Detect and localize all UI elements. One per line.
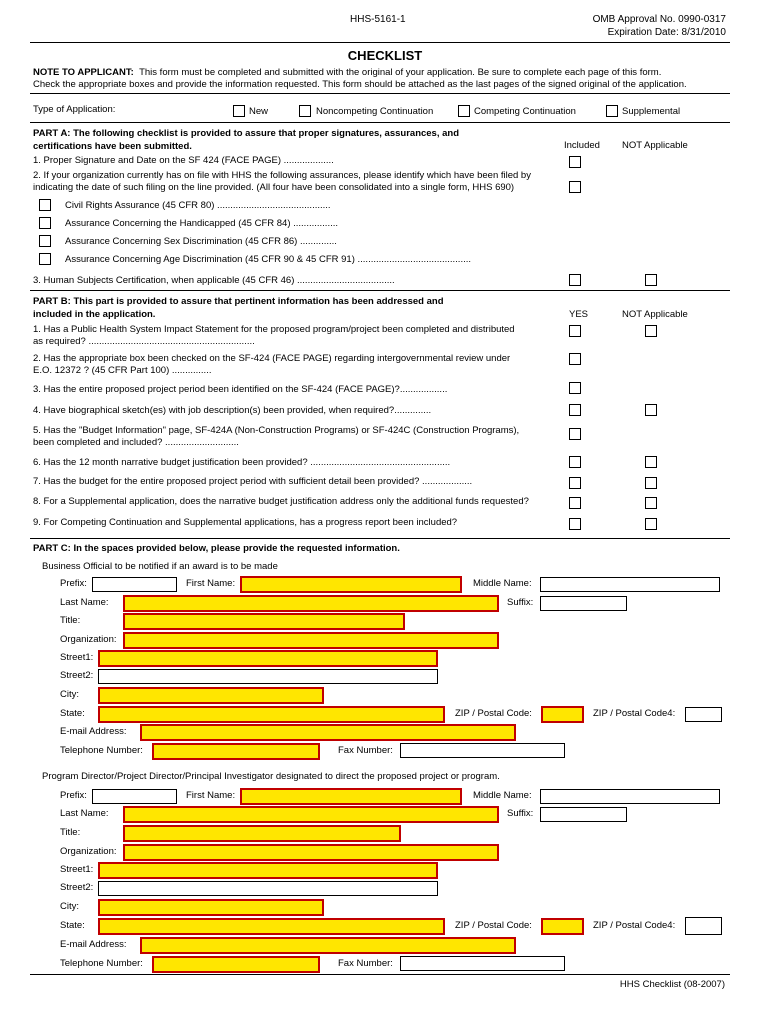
assurance-sex-discrimination: Assurance Concerning Sex Discrimination (45 CFR 86) .............. — [65, 236, 337, 247]
bo-state-input[interactable] — [98, 706, 445, 723]
bo-zip4-label: ZIP / Postal Code4: — [593, 708, 676, 719]
pd-prefix-label: Prefix: — [60, 790, 87, 801]
pd-suffix-label: Suffix: — [507, 808, 534, 819]
bo-city-label: City: — [60, 689, 79, 700]
bo-suffix-input[interactable] — [540, 596, 627, 611]
bo-prefix-label: Prefix: — [60, 578, 87, 589]
assurance-civil-rights: Civil Rights Assurance (45 CFR 80) ........................................... — [65, 200, 331, 211]
bo-zip-input[interactable] — [541, 706, 584, 723]
col-yes: YES — [569, 309, 589, 320]
bo-street1-input[interactable] — [98, 650, 438, 667]
bo-first-name-label: First Name: — [186, 578, 236, 589]
bo-fax-input[interactable] — [400, 743, 565, 758]
bo-phone-input[interactable] — [152, 743, 320, 760]
expiration-date: Expiration Date: 8/31/2010 — [607, 27, 726, 38]
app-type-competing-checkbox[interactable] — [458, 105, 470, 117]
part-b-q9-na-checkbox[interactable] — [645, 518, 657, 530]
pd-zip-input[interactable] — [541, 918, 584, 935]
part-b-q2-yes-checkbox[interactable] — [569, 353, 581, 365]
part-b-q2a: 2. Has the appropriate box been checked on the SF-424 (FACE PAGE) regarding intergovernmental review under — [33, 353, 511, 364]
bo-middle-name-label: Middle Name: — [473, 578, 532, 589]
part-b-q4-na-checkbox[interactable] — [645, 404, 657, 416]
part-b-q5b: been completed and included? ............................ — [33, 437, 239, 448]
part-b-q1-yes-checkbox[interactable] — [569, 325, 581, 337]
bo-title-label: Title: — [60, 615, 81, 626]
part-b-q6-yes-checkbox[interactable] — [569, 456, 581, 468]
assurance-sex-discrimination-checkbox[interactable] — [39, 235, 51, 247]
pd-title-label: Title: — [60, 827, 81, 838]
pd-middle-name-input[interactable] — [540, 789, 720, 804]
pd-prefix-input[interactable] — [92, 789, 177, 804]
assurance-civil-rights-checkbox[interactable] — [39, 199, 51, 211]
pd-zip-label: ZIP / Postal Code: — [455, 920, 532, 931]
pd-city-label: City: — [60, 901, 79, 912]
pd-last-name-input[interactable] — [123, 806, 499, 823]
part-b-q9-yes-checkbox[interactable] — [569, 518, 581, 530]
part-b-q4-yes-checkbox[interactable] — [569, 404, 581, 416]
part-a-item-3: 3. Human Subjects Certification, when applicable (45 CFR 46) ..................................... — [33, 275, 395, 286]
pd-organization-label: Organization: — [60, 846, 117, 857]
pd-middle-name-label: Middle Name: — [473, 790, 532, 801]
part-b-q8: 8. For a Supplemental application, does the narrative budget justification address only the additional funds requested? — [33, 496, 529, 507]
bo-phone-label: Telephone Number: — [60, 745, 143, 756]
bo-fax-label: Fax Number: — [338, 745, 393, 756]
app-type-noncompeting-label: Noncompeting Continuation — [316, 106, 434, 117]
bo-last-name-input[interactable] — [123, 595, 499, 612]
pd-phone-label: Telephone Number: — [60, 958, 143, 969]
pd-title-input[interactable] — [123, 825, 401, 842]
bo-prefix-input[interactable] — [92, 577, 177, 592]
pd-phone-input[interactable] — [152, 956, 320, 973]
part-a-heading-1: PART A: The following checklist is provided to assure that proper signatures, assurances, and — [33, 128, 460, 139]
bo-zip-label: ZIP / Postal Code: — [455, 708, 532, 719]
part-b-q7: 7. Has the budget for the entire proposed project period with sufficient detail been provided? ................... — [33, 476, 473, 487]
part-a-item-2b: indicating the date of such filing on the line provided. (All four have been consolidated into a single form, HHS 690) — [33, 182, 515, 193]
divider — [30, 538, 730, 539]
app-type-competing-label: Competing Continuation — [474, 106, 576, 117]
pd-organization-input[interactable] — [123, 844, 499, 861]
note-text-1: This form must be completed and submitted with the original of your application. Be sure to complete each page of this form. — [139, 67, 662, 78]
assurance-handicapped: Assurance Concerning the Handicapped (45 CFR 84) ................. — [65, 218, 338, 229]
part-b-q7-yes-checkbox[interactable] — [569, 477, 581, 489]
pd-fax-input[interactable] — [400, 956, 565, 971]
pd-street2-input[interactable] — [98, 881, 438, 896]
part-b-q2b: E.O. 12372 ? (45 CFR Part 100) ............... — [33, 365, 212, 376]
footer-form-id: HHS Checklist (08-2007) — [619, 979, 725, 990]
part-b-q9: 9. For Competing Continuation and Supplemental applications, has a progress report been included? — [33, 517, 458, 528]
part-a-heading-2: certifications have been submitted. — [33, 141, 192, 152]
pd-suffix-input[interactable] — [540, 807, 627, 822]
app-type-label: Type of Application: — [33, 104, 116, 115]
divider — [30, 290, 730, 291]
bo-zip4-input[interactable] — [685, 707, 722, 722]
bo-city-input[interactable] — [98, 687, 324, 704]
part-a-item-1: 1. Proper Signature and Date on the SF 424 (FACE PAGE) ................... — [33, 155, 334, 166]
bo-middle-name-input[interactable] — [540, 577, 720, 592]
page-title: CHECKLIST — [347, 48, 423, 63]
bo-last-name-label: Last Name: — [60, 597, 109, 608]
app-type-new-checkbox[interactable] — [233, 105, 245, 117]
app-type-supplemental-label: Supplemental — [622, 106, 681, 117]
pd-fax-label: Fax Number: — [338, 958, 393, 969]
omb-number: OMB Approval No. 0990-0317 — [592, 14, 726, 25]
part-b-q5-yes-checkbox[interactable] — [569, 428, 581, 440]
part-a-item-2-included-checkbox[interactable] — [569, 181, 581, 193]
part-b-q8-yes-checkbox[interactable] — [569, 497, 581, 509]
divider — [30, 42, 730, 43]
part-b-q6: 6. Has the 12 month narrative budget justification been provided? ..................................................... — [33, 457, 451, 468]
assurance-age-discrimination: Assurance Concerning Age Discrimination (45 CFR 90 & 45 CFR 91) ........................................... — [65, 254, 472, 265]
bo-title-input[interactable] — [123, 613, 405, 630]
part-c-heading: PART C: In the spaces provided below, please provide the requested information. — [33, 543, 400, 554]
pd-first-name-label: First Name: — [186, 790, 236, 801]
app-type-supplemental-checkbox[interactable] — [606, 105, 618, 117]
bo-street1-label: Street1: — [60, 652, 94, 663]
pd-zip4-label: ZIP / Postal Code4: — [593, 920, 676, 931]
app-type-noncompeting-checkbox[interactable] — [299, 105, 311, 117]
col-included: Included — [564, 140, 600, 151]
pd-city-input[interactable] — [98, 899, 324, 916]
pd-email-input[interactable] — [140, 937, 516, 954]
part-a-item-3-included-checkbox[interactable] — [569, 274, 581, 286]
note-line-1 — [33, 67, 661, 78]
part-a-item-1-included-checkbox[interactable] — [569, 156, 581, 168]
divider — [30, 974, 730, 975]
bo-organization-label: Organization: — [60, 634, 117, 645]
part-b-q1-na-checkbox[interactable] — [645, 325, 657, 337]
part-b-q3-yes-checkbox[interactable] — [569, 382, 581, 394]
bo-organization-input[interactable] — [123, 632, 499, 649]
pd-street1-input[interactable] — [98, 862, 438, 879]
note-label: NOTE TO APPLICANT: — [33, 67, 134, 78]
pd-zip4-input[interactable] — [685, 917, 722, 935]
pd-last-name-label: Last Name: — [60, 808, 109, 819]
part-b-q3: 3. Has the entire proposed project period been identified on the SF-424 (FACE PAGE)?.................. — [33, 384, 448, 395]
bo-state-label: State: — [60, 708, 85, 719]
part-b-q8-na-checkbox[interactable] — [645, 497, 657, 509]
pd-street2-label: Street2: — [60, 882, 94, 893]
part-a-item-2a: 2. If your organization currently has on file with HHS the following assurances, please identify which have been filed by — [33, 170, 531, 181]
assurance-handicapped-checkbox[interactable] — [39, 217, 51, 229]
pd-first-name-input[interactable] — [240, 788, 462, 805]
bo-street2-label: Street2: — [60, 670, 94, 681]
bo-first-name-input[interactable] — [240, 576, 462, 593]
pd-street1-label: Street1: — [60, 864, 94, 875]
note-text-2: Check the appropriate boxes and provide the information requested. This form should be attached as the last pages of the signed original of the application. — [33, 79, 687, 90]
pd-state-label: State: — [60, 920, 85, 931]
assurance-age-discrimination-checkbox[interactable] — [39, 253, 51, 265]
app-type-new-label: New — [249, 106, 269, 117]
pd-state-input[interactable] — [98, 918, 445, 935]
part-b-heading-1: PART B: This part is provided to assure that pertinent information has been addressed and — [33, 296, 444, 307]
divider — [30, 93, 730, 94]
part-b-q1a: 1. Has a Public Health System Impact Statement for the proposed program/project been completed and distributed — [33, 324, 515, 335]
bo-street2-input[interactable] — [98, 669, 438, 684]
part-b-q7-na-checkbox[interactable] — [645, 477, 657, 489]
col-not-applicable: NOT Applicable — [622, 140, 688, 151]
business-official-heading: Business Official to be notified if an award is to be made — [42, 561, 278, 572]
part-a-item-3-na-checkbox[interactable] — [645, 274, 657, 286]
part-b-q4: 4. Have biographical sketch(es) with job description(s) been provided, when required?.............. — [33, 405, 432, 416]
bo-email-label: E-mail Address: — [60, 726, 127, 737]
program-director-heading: Program Director/Project Director/Principal Investigator designated to direct the proposed project or program. — [42, 771, 500, 782]
divider — [30, 122, 730, 123]
part-b-q5a: 5. Has the "Budget Information" page, SF-424A (Non-Construction Programs) or SF-424C (Construction Programs), — [33, 425, 520, 436]
col-not-applicable-b: NOT Applicable — [622, 309, 688, 320]
bo-suffix-label: Suffix: — [507, 597, 534, 608]
part-b-q1b: as required? ............................................................... — [33, 336, 255, 347]
part-b-heading-2: included in the application. — [33, 309, 156, 320]
pd-email-label: E-mail Address: — [60, 939, 127, 950]
bo-email-input[interactable] — [140, 724, 516, 741]
part-b-q6-na-checkbox[interactable] — [645, 456, 657, 468]
form-id: HHS-5161-1 — [350, 14, 406, 25]
